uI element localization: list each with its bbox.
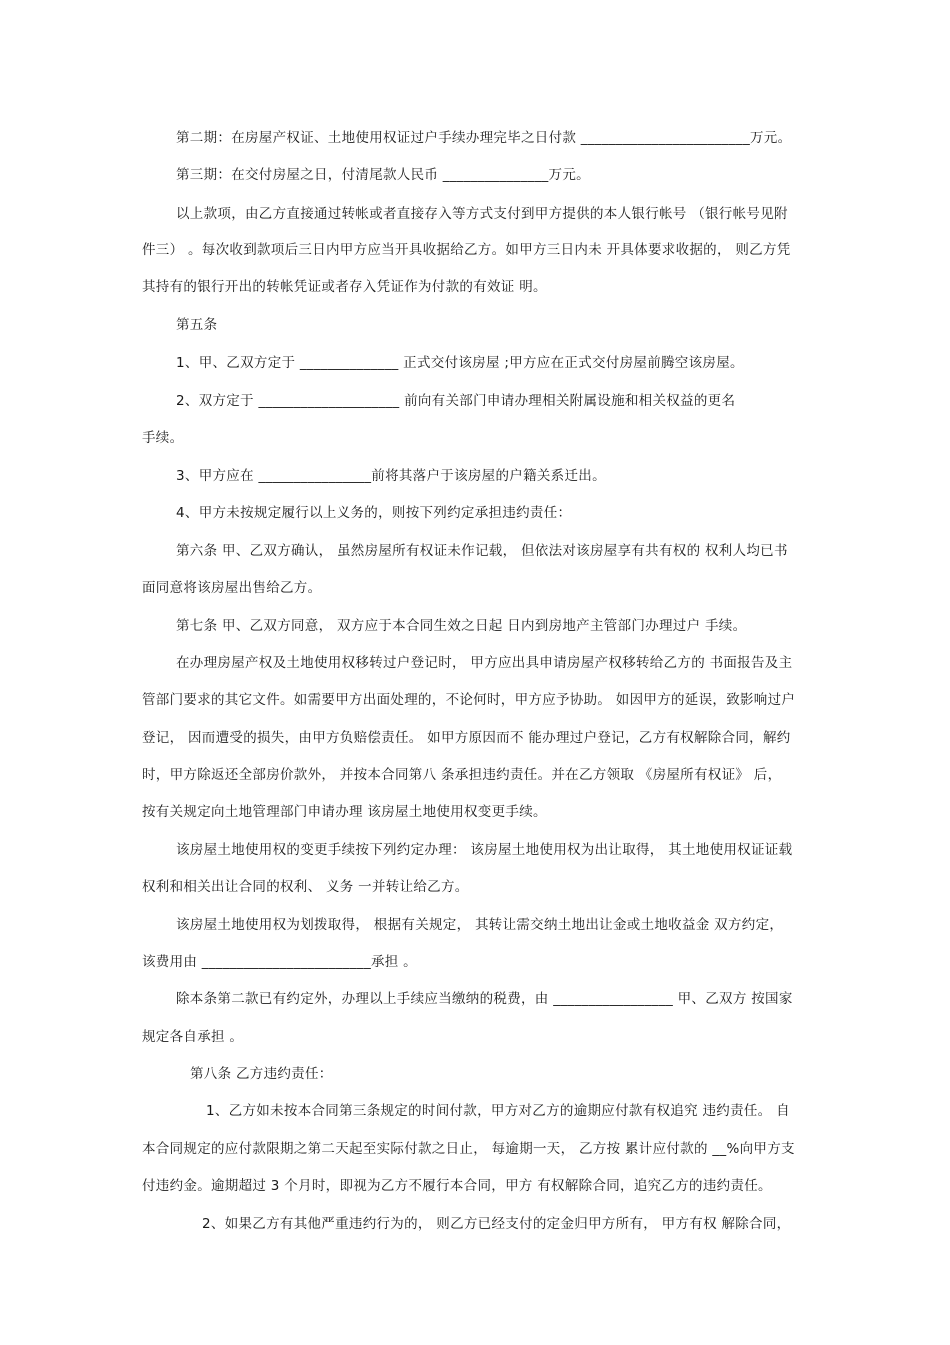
text-line: 在办理房屋产权及土地使用权移转过户登记时， 甲方应出具申请房屋产权移转给乙方的 书面报告及主 [176,655,793,671]
text-line: 该房屋土地使用权为划拨取得， 根据有关规定， 其转让需交纳土地出让金或土地收益金 双方约定， [176,917,784,933]
section-heading: 第五条 [176,317,218,333]
text-line: 面同意将该房屋出售给乙方。 [142,580,322,596]
text-line: 手续。 [142,430,184,446]
text-line: 该费用由 ________________________承担 。 [142,954,417,970]
text-line-installment-2: 第二期：在房屋产权证、土地使用权证过户手续办理完毕之日付款 ________________________万元。 [176,130,792,146]
text-line: 1、乙方如未按本合同第三条规定的时间付款，甲方对乙方的逾期应付款有权追究 违约责任。 自 [206,1103,790,1119]
text-line: 本合同规定的应付款限期之第二天起至实际付款之日止， 每逾期一天， 乙方按 累计应付款的 __%向甲方支 [142,1141,795,1157]
text-line: 登记， 因而遭受的损失，由甲方负赔偿责任。 如甲方原因而不 能办理过户登记，乙方有权解除合同，解约 [142,730,791,746]
text-line: 按有关规定向土地管理部门申请办理 该房屋土地使用权变更手续。 [142,804,547,820]
text-line: 4、甲方未按规定履行以上义务的，则按下列约定承担违约责任： [176,505,572,521]
text-line: 付违约金。逾期超过 3 个月时，即视为乙方不履行本合同，甲方 有权解除合同，追究乙方的违约责任。 [142,1178,772,1194]
text-line: 权利和相关出让合同的权利、 义务 一并转让给乙方。 [142,879,469,895]
text-line: 规定各自承担 。 [142,1029,244,1045]
text-line: 1、甲、乙双方定于 ______________ 正式交付该房屋 ;甲方应在正式交付房屋前腾空该房屋。 [176,355,744,371]
text-line: 管部门要求的其它文件。如需要甲方出面处理的，不论何时，甲方应予协助。 如因甲方的延误，致影响过户 [142,692,796,708]
text-line: 第七条 甲、乙双方同意， 双方应于本合同生效之日起 日内到房地产主管部门办理过户 手续。 [176,618,747,634]
text-line: 2、双方定于 ____________________ 前向有关部门申请办理相关附属设施和相关权益的更名 [176,393,736,409]
text-line: 时，甲方除返还全部房价款外， 并按本合同第八 条承担违约责任。并在乙方领取 《房屋所有权证》 后， [142,767,782,783]
text-line-installment-3: 第三期：在交付房屋之日，付清尾款人民币 _______________万元。 [176,167,590,183]
text-line: 2、如果乙方有其他严重违约行为的， 则乙方已经支付的定金归甲方所有， 甲方有权 解除合同， [202,1216,791,1232]
text-line: 以上款项，由乙方直接通过转帐或者直接存入等方式支付到甲方提供的本人银行帐号 （银行帐号见附 [176,206,788,222]
text-line: 其持有的银行开出的转帐凭证或者存入凭证作为付款的有效证 明。 [142,279,547,295]
text-line: 除本条第二款已有约定外，办理以上手续应当缴纳的税费，由 _________________ 甲、乙双方 按国家 [176,991,793,1007]
text-line: 件三） 。每次收到款项后三日内甲方应当开具收据给乙方。如甲方三日内未 开具体要求收据的， 则乙方凭 [142,242,791,258]
text-line: 该房屋土地使用权的变更手续按下列约定办理： 该房屋土地使用权为出让取得， 其土地使用权证证载 [176,842,793,858]
text-line: 3、甲方应在 ________________前将其落户于该房屋的户籍关系迁出。 [176,468,606,484]
section-heading: 第八条 乙方违约责任： [190,1066,333,1082]
text-line: 第六条 甲、乙双方确认， 虽然房屋所有权证未作记载， 但依法对该房屋享有共有权的 权利人均已书 [176,543,788,559]
